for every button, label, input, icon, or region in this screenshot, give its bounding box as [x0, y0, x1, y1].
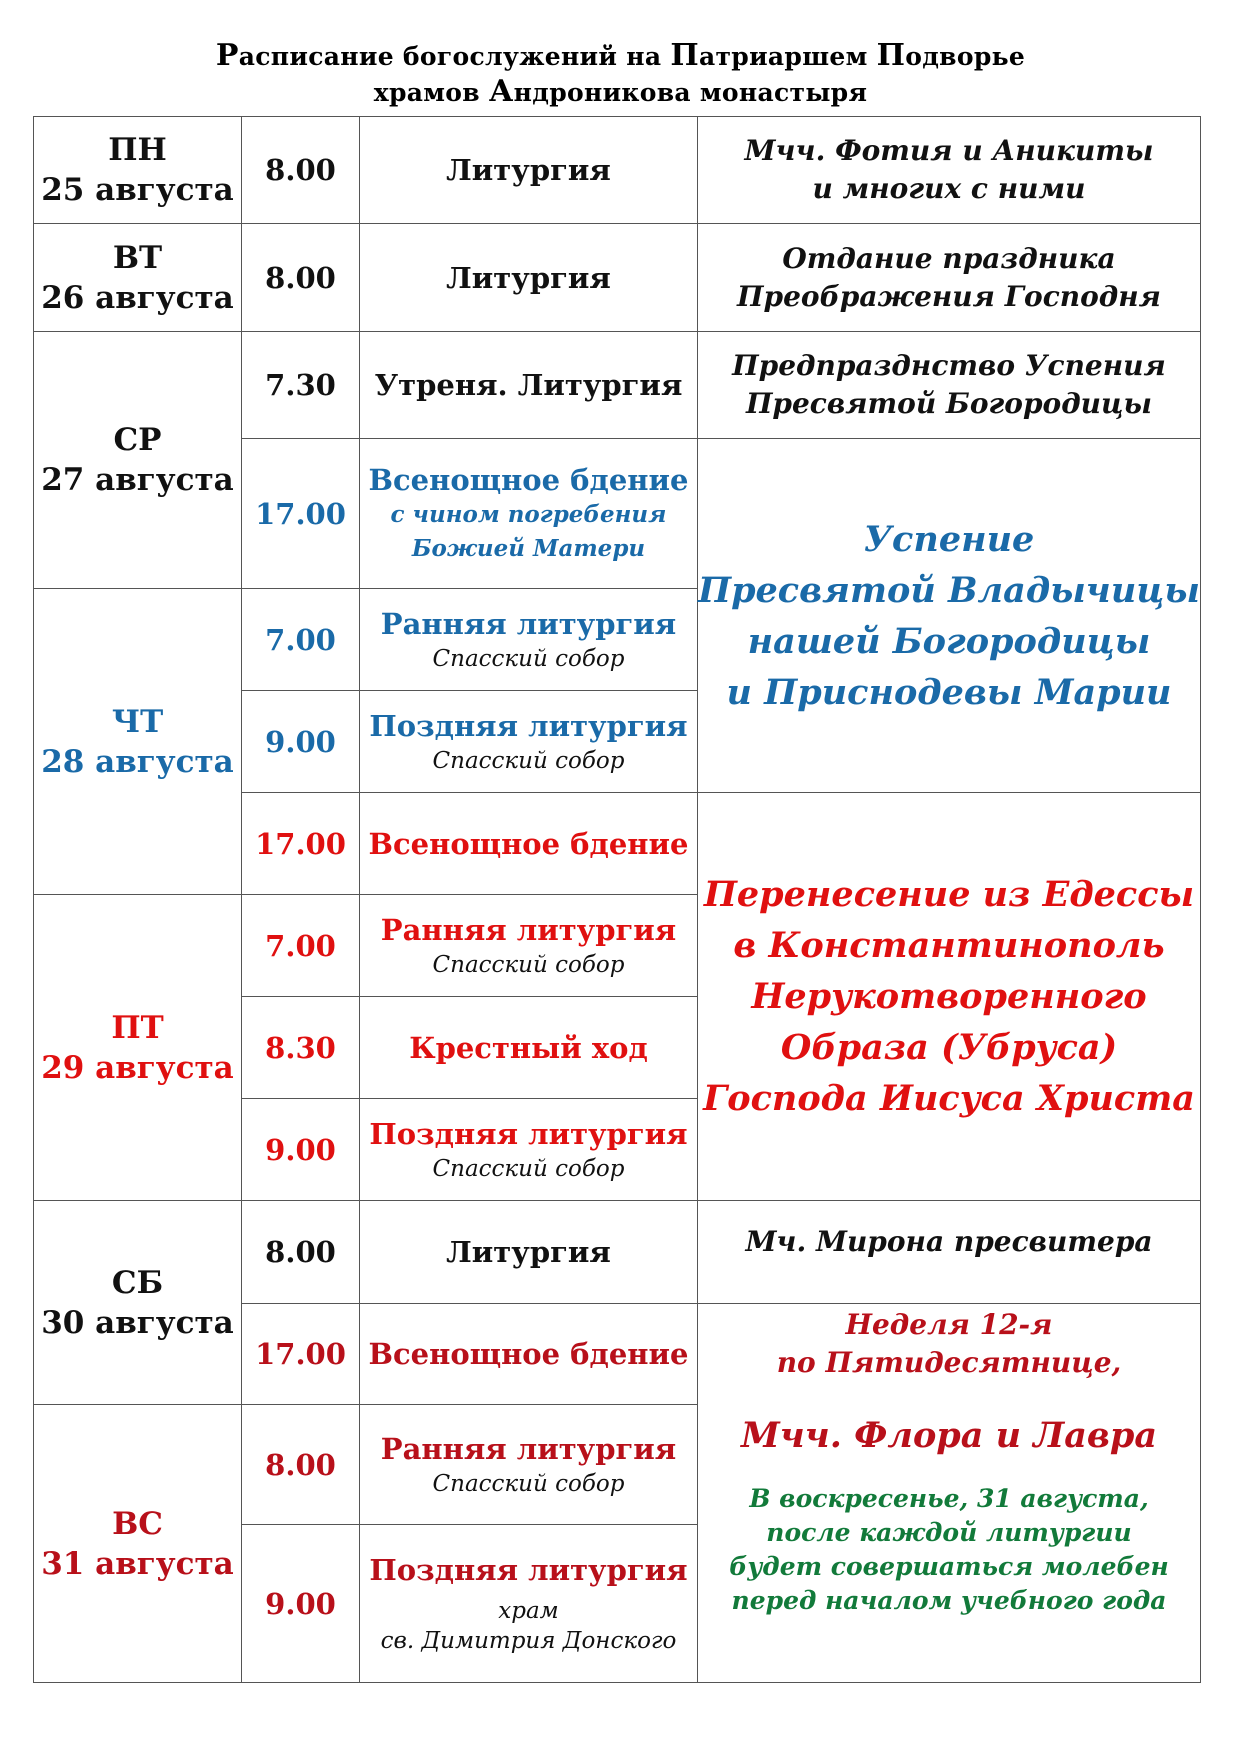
- service-name: Всенощное бдение: [360, 1304, 698, 1405]
- service-time: 7.00: [242, 895, 360, 997]
- service-time: 8.00: [242, 117, 360, 224]
- day-cell-wed: СР 27 августа: [34, 332, 242, 589]
- service-time: 9.00: [242, 1099, 360, 1201]
- service-time: 7.30: [242, 332, 360, 439]
- schedule-title-line-2: храмов Андроникова монастыря: [373, 74, 868, 109]
- service-name: Поздняя литургия Спасский собор: [360, 691, 698, 793]
- feast-cell-mon: Мчч. Фотия и Аникиты и многих с ними: [698, 117, 1201, 224]
- feast-cell-sat: Мч. Мирона пресвитера: [698, 1201, 1201, 1304]
- service-name: Ранняя литургия Спасский собор: [360, 1405, 698, 1525]
- feast-cell-sunday: Неделя 12-я по Пятидесятнице, Мчч. Флора и Лавра В воскресенье, 31 августа, после каждой литургии будет совершаться молебен перед началом учебного года: [698, 1304, 1201, 1683]
- service-name: Поздняя литургия Спасский собор: [360, 1099, 698, 1201]
- service-time: 17.00: [242, 793, 360, 895]
- feast-cell-wed: Предпразднство Успения Пресвятой Богородицы: [698, 332, 1201, 439]
- service-name: Ранняя литургия Спасский собор: [360, 589, 698, 691]
- table-row: [34, 1201, 1201, 1304]
- service-time: 8.00: [242, 224, 360, 332]
- table-row: [34, 224, 1201, 332]
- service-time: 9.00: [242, 1525, 360, 1683]
- feast-cell-dormition: Успение Пресвятой Владычицы нашей Богородицы и Приснодевы Марии: [698, 439, 1201, 793]
- service-name: Литургия: [360, 117, 698, 224]
- service-time: 8.30: [242, 997, 360, 1099]
- day-cell-tue: ВТ 26 августа: [34, 224, 242, 332]
- table-row: [34, 117, 1201, 224]
- service-name: Всенощное бдение: [360, 793, 698, 895]
- service-name: Ранняя литургия Спасский собор: [360, 895, 698, 997]
- feast-cell-image: Перенесение из Едессы в Константинополь Нерукотворенного Образа (Убруса) Господа Иисуса Христа: [698, 793, 1201, 1201]
- service-name: Утреня. Литургия: [360, 332, 698, 439]
- service-name: Крестный ход: [360, 997, 698, 1099]
- service-time: 9.00: [242, 691, 360, 793]
- service-time: 7.00: [242, 589, 360, 691]
- service-time: 8.00: [242, 1201, 360, 1304]
- service-name: Литургия: [360, 224, 698, 332]
- table-row: [34, 332, 1201, 439]
- day-cell-mon: ПН 25 августа: [34, 117, 242, 224]
- service-name: Литургия: [360, 1201, 698, 1304]
- service-time: 8.00: [242, 1405, 360, 1525]
- service-name: Всенощное бдение с чином погребения Божией Матери: [360, 439, 698, 589]
- schedule-title-line-1: Расписание богослужений на Патриаршем Подворье: [215, 38, 1026, 73]
- day-cell-sun: ВС 31 августа: [34, 1405, 242, 1683]
- day-cell-sat: СБ 30 августа: [34, 1201, 242, 1405]
- day-cell-thu: ЧТ 28 августа: [34, 589, 242, 895]
- service-time: 17.00: [242, 1304, 360, 1405]
- service-time: 17.00: [242, 439, 360, 589]
- day-cell-fri: ПТ 29 августа: [34, 895, 242, 1201]
- feast-cell-tue: Отдание праздника Преображения Господня: [698, 224, 1201, 332]
- schedule-table: [33, 116, 1201, 1683]
- service-name: Поздняя литургия храм св. Димитрия Донского: [360, 1525, 698, 1683]
